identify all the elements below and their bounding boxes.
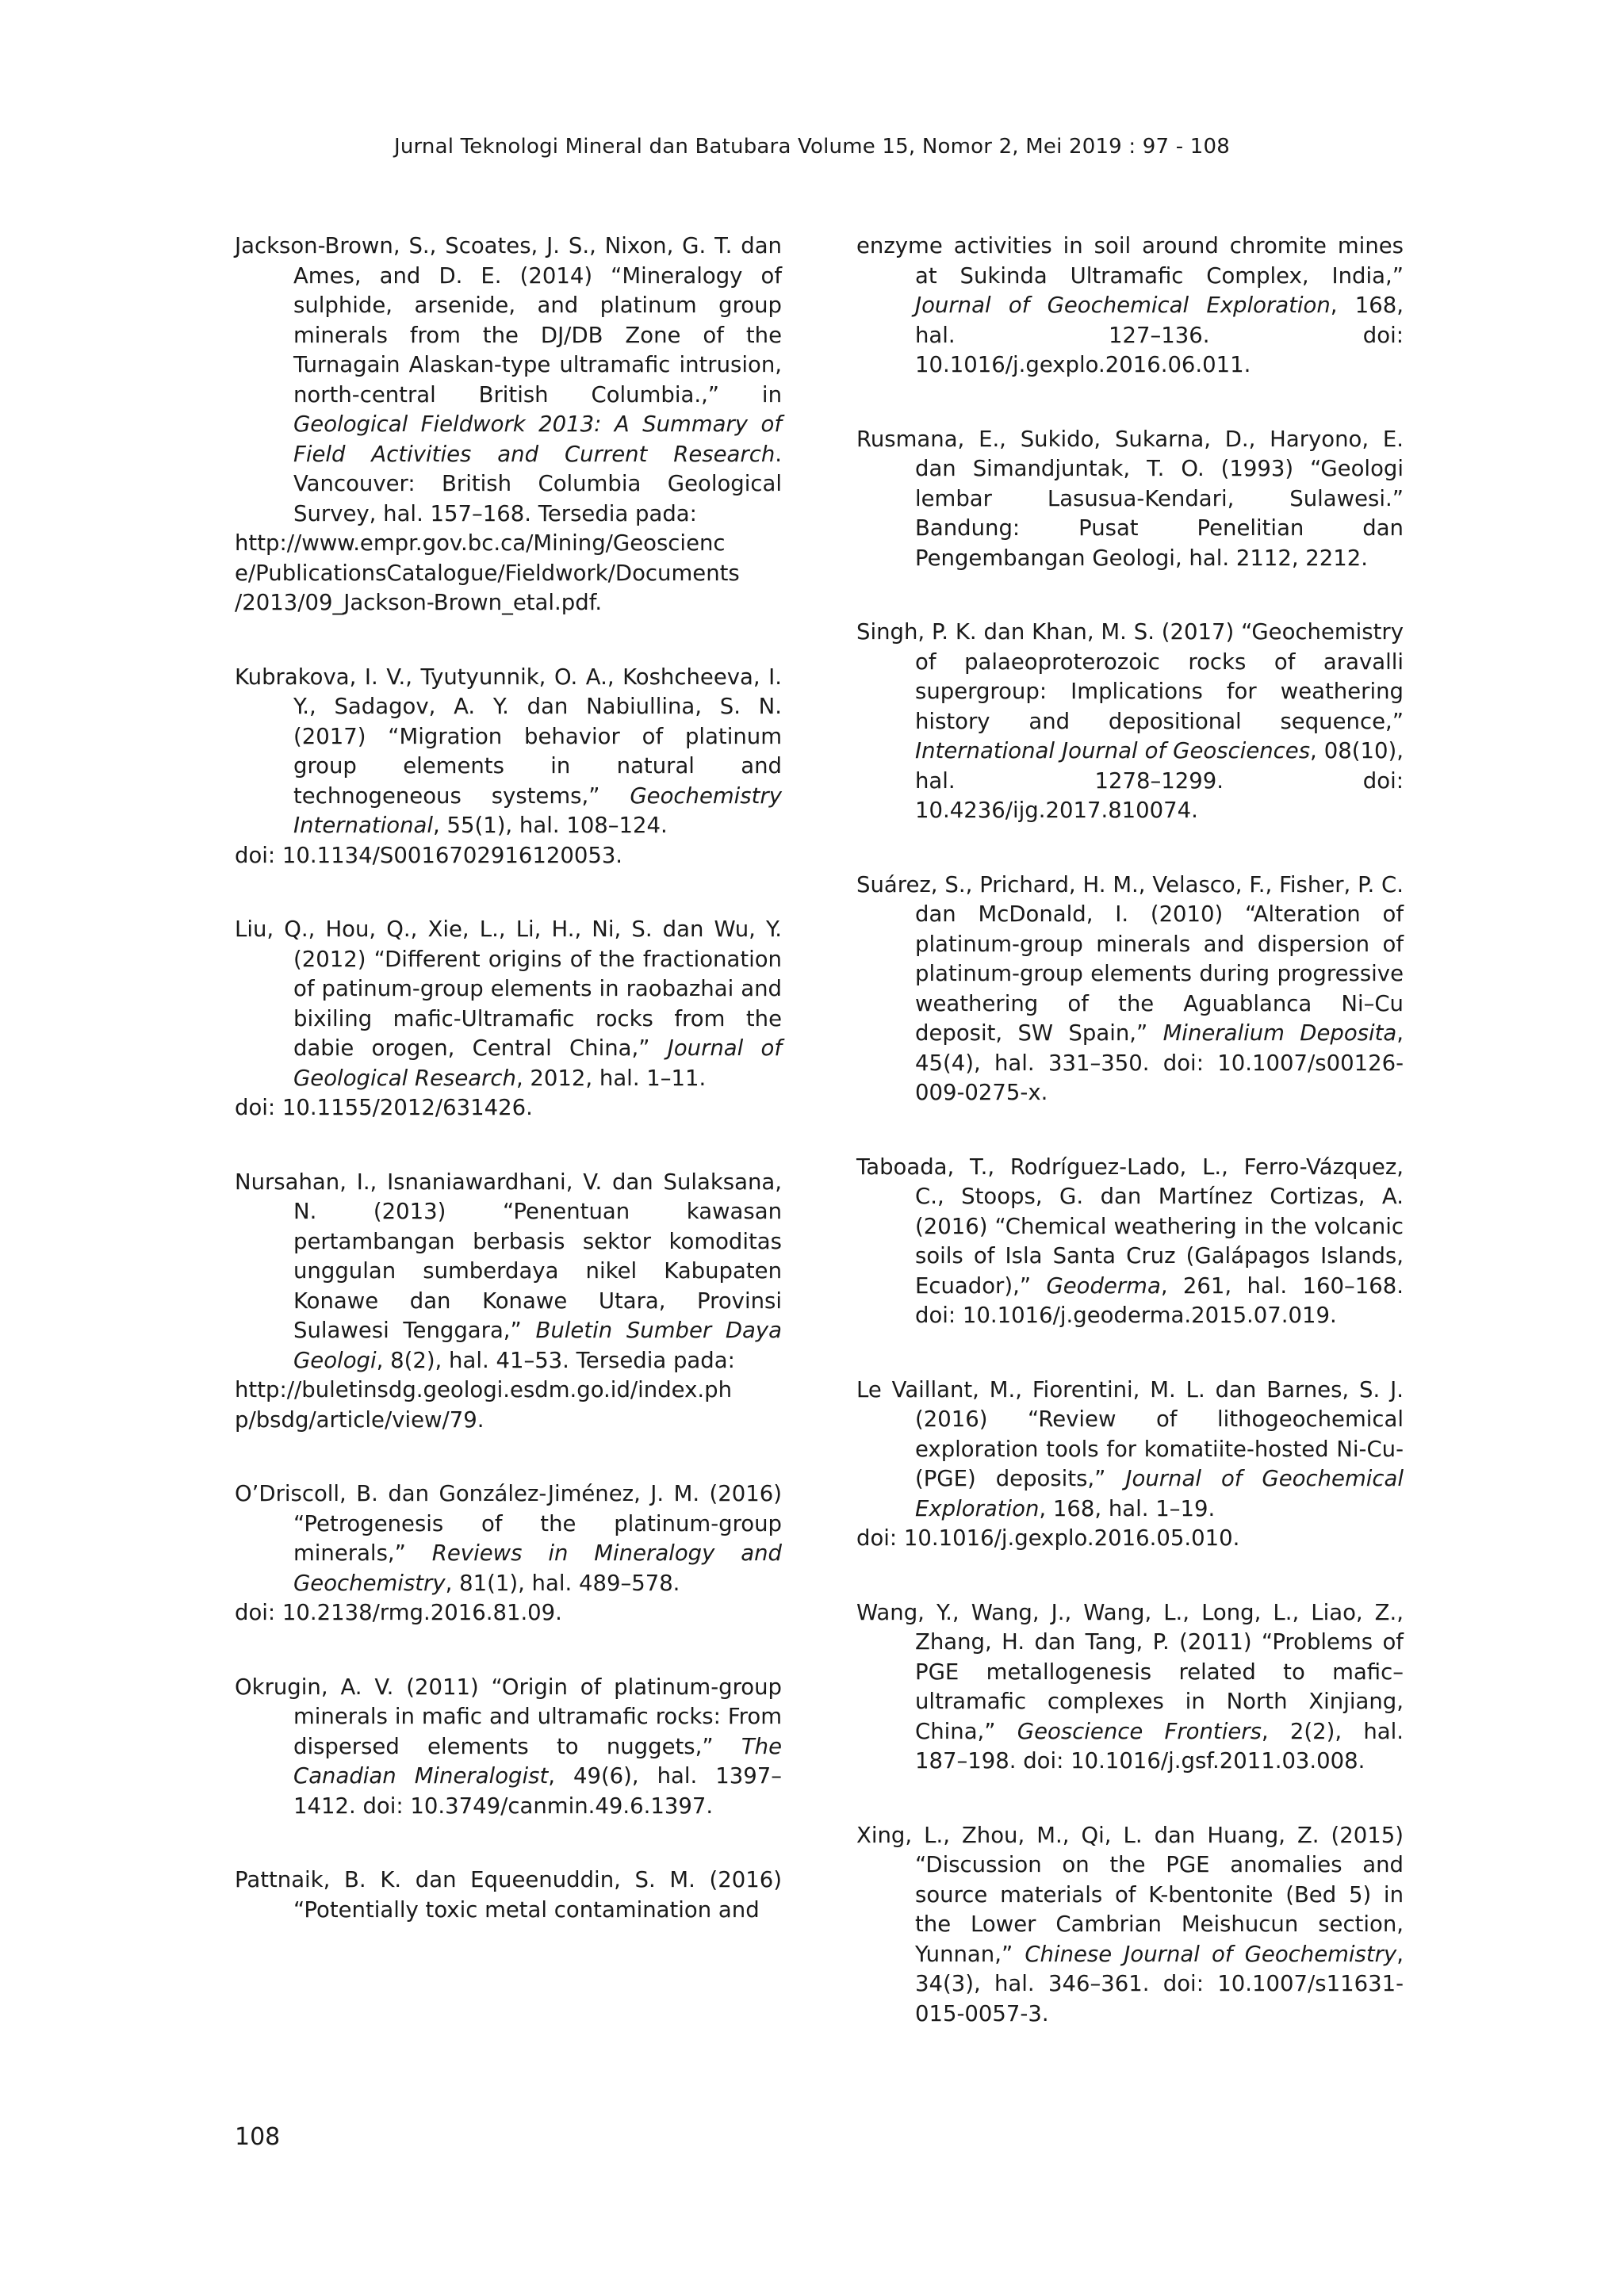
reference-entry xyxy=(856,618,1404,826)
reference-source-title: Geological Fieldwork 2013: A Summary of Field Activities and Current Research xyxy=(293,411,782,467)
reference-entry xyxy=(235,1168,782,1436)
reference-text: O’Driscoll, B. dan González-Jiménez, J. M. (2016) “Petrogenesis of the platinum-group minerals,” xyxy=(235,1481,782,1566)
reference-text: enzyme activities in soil around chromite mines at Sukinda Ultramafic Complex, India,” xyxy=(856,233,1404,289)
reference-link-line: p/bsdg/article/view/79. xyxy=(235,1406,485,1433)
reference-entry xyxy=(856,871,1404,1108)
reference-text: Jackson-Brown, S., Scoates, J. S., Nixon, G. T. dan Ames, and D. E. (2014) “Mineralogy of sulphide, arsenide, and platinum group minerals from the DJ/DB Zone of the Turnagain Alaskan-type ultramafic intrusion, north-central British Columbia.,” in xyxy=(235,233,782,408)
reference-details: , 168, hal. 1–19. xyxy=(1039,1495,1216,1521)
reference-entry xyxy=(856,1598,1404,1777)
reference-link-line: doi: 10.1155/2012/631426. xyxy=(235,1095,533,1120)
reference-text: Wang, Y., Wang, J., Wang, L., Long, L., Liao, Z., Zhang, H. dan Tang, P. (2011) “Problems of PGE metallogenesis related to mafic–ultramafic complexes in North Xinjiang, China,” xyxy=(856,1599,1404,1744)
reference-entry xyxy=(235,1866,782,1925)
reference-link-line: /2013/09_Jackson-Brown_etal.pdf. xyxy=(235,590,603,615)
page-number: 108 xyxy=(235,2123,281,2151)
reference-source-title: Journal of Geochemical Exploration xyxy=(915,293,1331,318)
reference-details: , 34(3), hal. 346–361. doi: 10.1007/s11631-015-0057-3. xyxy=(915,1941,1404,2026)
reference-details: , 49(6), hal. 1397–1412. doi: 10.3749/canmin.49.6.1397. xyxy=(293,1763,782,1819)
reference-entry xyxy=(235,915,782,1123)
reference-details: , 168, hal. 127–136. doi: 10.1016/j.gexplo.2016.06.011. xyxy=(915,293,1404,377)
reference-source-title: The Canadian Mineralogist xyxy=(293,1733,782,1789)
reference-entry xyxy=(235,1673,782,1822)
reference-details: , 2(2), hal. 187–198. doi: 10.1016/j.gsf.2011.03.008. xyxy=(915,1718,1404,1774)
reference-link-line: doi: 10.2138/rmg.2016.81.09. xyxy=(235,1600,562,1625)
reference-text: Liu, Q., Hou, Q., Xie, L., Li, H., Ni, S. dan Wu, Y. (2012) “Different origins of the fractionation of patinum-group elements in raobazhai and bixiling mafic-Ultramafic rocks from the dabie orogen, Central China,” xyxy=(235,916,782,1061)
reference-source-title: Mineralium Deposita xyxy=(1162,1020,1397,1046)
reference-entry xyxy=(235,663,782,871)
reference-text: Singh, P. K. dan Khan, M. S. (2017) “Geochemistry of palaeoproterozoic rocks of aravalli supergroup: Implications for weathering history and depositional sequence,” xyxy=(856,619,1404,734)
reference-entry xyxy=(856,1821,1404,2030)
reference-link-line: http://buletinsdg.geologi.esdm.go.id/index.ph xyxy=(235,1377,733,1402)
reference-details: , 81(1), hal. 489–578. xyxy=(445,1570,680,1596)
reference-link-line: http://www.empr.gov.bc.ca/Mining/Geoscienc xyxy=(235,530,726,556)
reference-entry xyxy=(856,425,1404,574)
reference-text: Rusmana, E., Sukido, Sukarna, D., Haryono, E. dan Simandjuntak, T. O. (1993) “Geologi lembar Lasusua-Kendari, Sulawesi.” Bandung: Pusat Penelitian dan Pengembangan Geologi, hal. 2112, 2212. xyxy=(856,426,1404,571)
reference-details: , 261, hal. 160–168. doi: 10.1016/j.geoderma.2015.07.019. xyxy=(915,1272,1404,1328)
reference-source-title: Journal of Geological Research xyxy=(293,1035,783,1091)
reference-text: Xing, L., Zhou, M., Qi, L. dan Huang, Z. (2015) “Discussion on the PGE anomalies and source materials of K-bentonite (Bed 5) in the Lower Cambrian Meishucun section, Yunnan,” xyxy=(856,1822,1404,1967)
reference-entry xyxy=(856,1376,1404,1554)
reference-source-title: Buletin Sumber Daya Geologi xyxy=(293,1318,783,1373)
reference-source-title: Chinese Journal of Geochemistry xyxy=(1025,1941,1397,1967)
reference-details: , 2012, hal. 1–11. xyxy=(515,1065,707,1091)
reference-text: Le Vaillant, M., Fiorentini, M. L. dan Barnes, S. J. (2016) “Review of lithogeochemical exploration tools for komatiite-hosted Ni-Cu-(PGE) deposits,” xyxy=(856,1376,1404,1491)
reference-text: Nursahan, I., Isnaniawardhani, V. dan Sulaksana, N. (2013) “Penentuan kawasan pertambangan berbasis sektor komoditas unggulan sumberdaya nikel Kabupaten Konawe dan Konawe Utara, Provinsi Sulawesi Tenggara,” xyxy=(235,1169,782,1343)
reference-link-line: doi: 10.1016/j.gexplo.2016.05.010. xyxy=(856,1525,1240,1551)
reference-entry xyxy=(856,1153,1404,1331)
reference-link-line: e/PublicationsCatalogue/Fieldwork/Documents xyxy=(235,560,740,586)
reference-details: , 08(10), hal. 1278–1299. doi: 10.4236/ijg.2017.810074. xyxy=(915,738,1404,823)
reference-text: Kubrakova, I. V., Tyutyunnik, O. A., Koshcheeva, I. Y., Sadagov, A. Y. dan Nabiullina, S. N. (2017) “Migration behavior of platinum group elements in natural and technogeneous systems,” xyxy=(235,664,782,809)
reference-source-title: Geochemistry International xyxy=(293,783,782,838)
reference-details: . Vancouver: British Columbia Geological Survey, hal. 157–168. Tersedia pada: xyxy=(293,441,782,526)
reference-text: Pattnaik, B. K. dan Equeenuddin, S. M. (2016) “Potentially toxic metal contamination and xyxy=(235,1867,782,1923)
reference-entry xyxy=(235,1479,782,1628)
reference-link-line: doi: 10.1134/S0016702916120053. xyxy=(235,842,623,868)
reference-details: , 8(2), hal. 41–53. Tersedia pada: xyxy=(376,1347,735,1373)
reference-entry xyxy=(235,232,782,618)
reference-text: Suárez, S., Prichard, H. M., Velasco, F., Fisher, P. C. dan McDonald, I. (2010) “Alteration of platinum-group minerals and dispersion of platinum-group elements during progressive weathering of the Aguablanca Ni–Cu deposit, SW Spain,” xyxy=(856,871,1404,1046)
references-left-column xyxy=(235,232,782,1969)
references-right-column xyxy=(856,232,1404,2073)
reference-text: Okrugin, A. V. (2011) “Origin of platinum-group minerals in mafic and ultramafic rocks: From dispersed elements to nuggets,” xyxy=(235,1674,782,1759)
reference-source-title: Reviews in Mineralogy and Geochemistry xyxy=(293,1540,782,1596)
running-header: Jurnal Teknologi Mineral dan Batubara Volume 15, Nomor 2, Mei 2019 : 97 - 108 xyxy=(393,135,1231,159)
reference-source-title: Geoderma xyxy=(1046,1272,1161,1299)
reference-source-title: International Journal of Geosciences xyxy=(915,738,1311,763)
reference-text: Taboada, T., Rodríguez-Lado, L., Ferro-Vázquez, C., Stoops, G. dan Martínez Cortizas, A. (2016) “Chemical weathering in the volcanic soils of Isla Santa Cruz (Galápagos Islands, Ecuador),” xyxy=(856,1154,1404,1299)
reference-details: , 55(1), hal. 108–124. xyxy=(433,813,668,838)
reference-details: , 45(4), hal. 331–350. doi: 10.1007/s00126-009-0275-x. xyxy=(915,1020,1404,1105)
reference-source-title: Geoscience Frontiers xyxy=(1017,1718,1262,1744)
reference-entry xyxy=(856,232,1404,381)
reference-source-title: Journal of Geochemical Exploration xyxy=(915,1466,1404,1521)
